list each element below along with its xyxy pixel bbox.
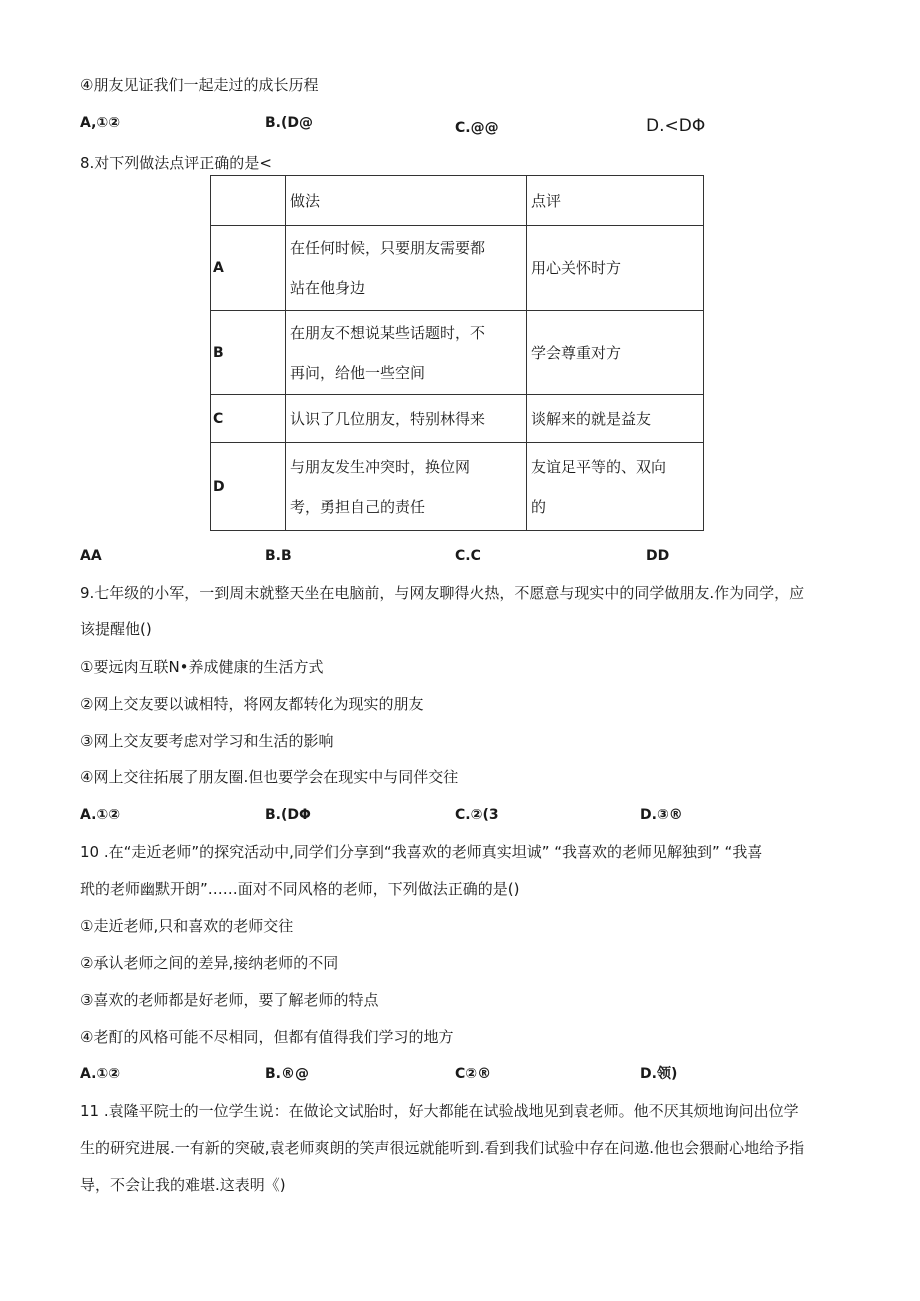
- q10-statement-3: ③喜欢的老师都是好老师，要了解老师的特点: [80, 991, 379, 1009]
- q8-header-blank: [211, 176, 286, 226]
- q8-row-d-practice-line2: 考，勇担自己的责任: [290, 497, 426, 516]
- q8-row-a-letter: A: [211, 226, 286, 311]
- table-row: [211, 311, 704, 395]
- table-row: [211, 395, 704, 443]
- q10-option-c[interactable]: C②®: [455, 1066, 492, 1082]
- q8-table-header-row: [211, 176, 704, 226]
- q8-table: [210, 175, 704, 531]
- q8-stem: 8.对下列做法点评正确的是<: [80, 154, 272, 172]
- q10-option-b[interactable]: B.®@: [265, 1066, 309, 1082]
- q8-row-c-comment: 谈解来的就是益友: [527, 395, 704, 443]
- q8-row-b-comment: 学会尊重对方: [527, 311, 704, 395]
- q8-option-d[interactable]: DD: [646, 548, 670, 564]
- q10-option-d[interactable]: D.领): [640, 1066, 678, 1082]
- q10-option-a[interactable]: A.①②: [80, 1066, 121, 1082]
- q9-statement-2: ②网上交友要以诚相特，将网友都转化为现实的朋友: [80, 695, 424, 713]
- q7-option-c[interactable]: C.@@: [455, 120, 499, 136]
- q8-row-d-comment-line2: 的: [531, 497, 547, 516]
- q8-row-d-comment: [527, 443, 704, 531]
- q8-option-c[interactable]: C.C: [455, 548, 481, 564]
- q7-option-d[interactable]: D.<DΦ: [646, 116, 706, 136]
- q7-option-a[interactable]: A,①②: [80, 115, 121, 131]
- q8-row-a-practice: [286, 226, 527, 311]
- q8-row-a-practice-line2: 站在他身边: [290, 279, 366, 297]
- q8-row-b-practice-line1: 在朋友不想说某些话题时，不: [290, 323, 486, 342]
- q8-header-practice: 做法: [286, 176, 527, 226]
- q9-option-b[interactable]: B.(DΦ: [265, 807, 311, 823]
- q11-stem-line3: 导，不会让我的难堪.这表明《): [80, 1176, 286, 1194]
- q8-row-c-practice: 认识了几位朋友，特别林得来: [286, 395, 527, 443]
- q8-option-a[interactable]: AA: [80, 548, 102, 564]
- q10-stem-line2: 玳的老师幽默开朗”……面对不同风格的老师，下列做法正确的是(): [80, 880, 520, 898]
- q8-row-a-practice-line1: 在任何时候，只要朋友需要都: [290, 239, 486, 257]
- table-row: [211, 443, 704, 531]
- q9-statement-4: ④网上交往拓展了朋友圈.但也要学会在现实中与同伴交往: [80, 768, 459, 786]
- q9-option-a[interactable]: A.①②: [80, 807, 121, 823]
- q9-statement-3: ③网上交友要考虑对学习和生活的影响: [80, 732, 334, 750]
- q10-stem-line1: 10 .在“走近老师”的探究活动中,同学们分享到“我喜欢的老师真实坦诚” “我喜欢的老师见解独到” “我喜: [80, 843, 763, 861]
- q8-header-comment: 点评: [527, 176, 704, 226]
- q8-row-d-letter: D: [211, 443, 286, 531]
- q9-statement-1: ①要远肉互联N•养成健康的生活方式: [80, 658, 324, 676]
- table-row: [211, 226, 704, 311]
- q8-option-b[interactable]: B.B: [265, 548, 292, 564]
- q8-row-d-comment-line1: 友谊足平等的、双向: [531, 457, 667, 476]
- q8-row-b-practice: [286, 311, 527, 395]
- q7-statement-4: ④朋友见证我们一起走过的成长历程: [80, 76, 319, 94]
- q8-row-b-letter: B: [211, 311, 286, 395]
- q10-statement-2: ②承认老师之间的差异,接纳老师的不同: [80, 954, 339, 972]
- q7-option-b[interactable]: B.(D@: [265, 115, 314, 131]
- q9-stem-line1: 9.七年级的小军，一到周末就整天坐在电脑前，与网友聊得火热，不愿意与现实中的同学做朋友.作为同学，应: [80, 584, 805, 602]
- q9-stem-line2: 该提醒他(): [80, 620, 152, 638]
- q8-row-c-letter: C: [211, 395, 286, 443]
- q8-row-d-practice-line1: 与朋友发生冲突时，换位网: [290, 457, 471, 476]
- q11-stem-line2: 生的研究进展.一有新的突破,袁老师爽朗的笑声很远就能听到.看到我们试验中存在问遨.他也会猥耐心地给予指: [80, 1139, 805, 1157]
- q10-statement-1: ①走近老师,只和喜欢的老师交往: [80, 917, 294, 935]
- q9-option-c[interactable]: C.②(3: [455, 807, 499, 823]
- q8-row-a-comment: 用心关怀时方: [527, 226, 704, 311]
- q8-row-d-practice: [286, 443, 527, 531]
- q9-option-d[interactable]: D.③®: [640, 807, 683, 823]
- q8-row-b-practice-line2: 再问，给他一些空间: [290, 363, 426, 382]
- q11-stem-line1: 11 .袁隆平院士的一位学生说：在做论文试胎时，好大都能在试验战地见到袁老师。他不厌其烦地询问出位学: [80, 1102, 799, 1120]
- q10-statement-4: ④老酊的风格可能不尽相同，但都有值得我们学习的地方: [80, 1028, 454, 1046]
